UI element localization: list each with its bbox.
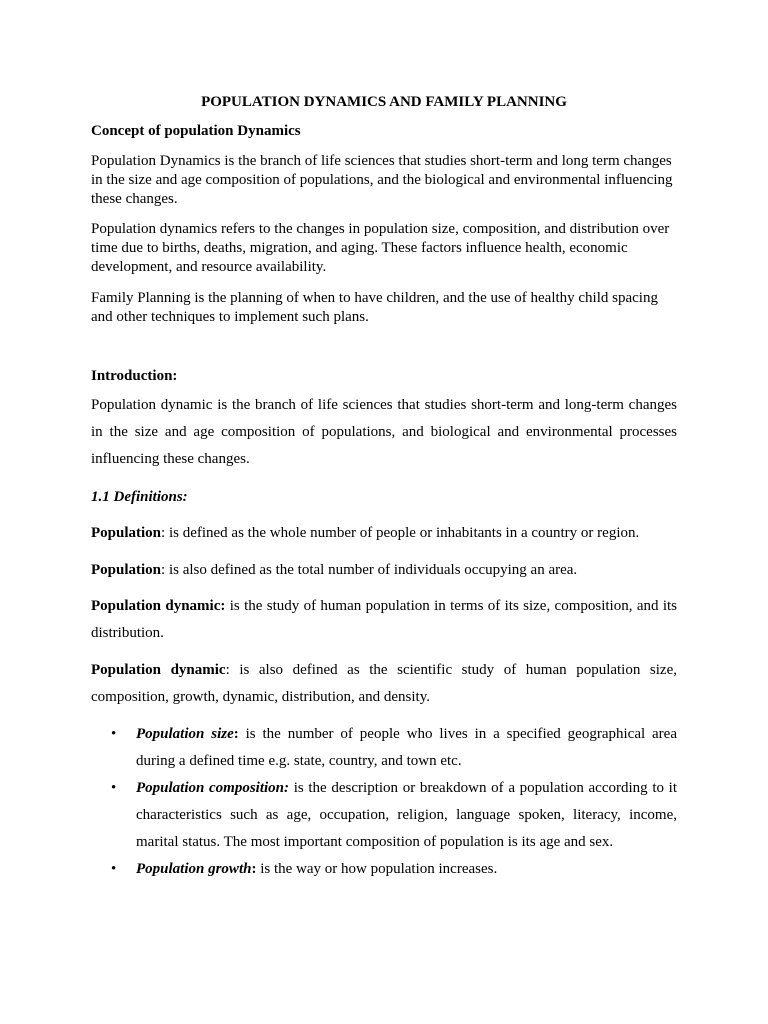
definition-1 bbox=[91, 520, 677, 547]
definition-term: Population bbox=[91, 562, 162, 578]
definition-text: : is defined as the whole number of people or inhabitants in a country or region. bbox=[161, 525, 640, 541]
definitions-bullet-list bbox=[91, 721, 677, 883]
definition-term: Population bbox=[91, 525, 162, 541]
definition-2 bbox=[91, 557, 677, 584]
bullet-text: is the way or how population increases. bbox=[256, 861, 498, 877]
definition-text: is the study of human population in terms of its size, composition, and its distribution. bbox=[91, 598, 677, 641]
definition-term: Population dynamic bbox=[91, 662, 226, 678]
definition-3 bbox=[91, 593, 677, 647]
bullet-icon: • bbox=[111, 780, 117, 796]
bullet-colon: : bbox=[251, 861, 257, 877]
bullet-term: Population size bbox=[136, 726, 234, 742]
list-item bbox=[91, 856, 677, 883]
bullet-text: is the description or breakdown of a population according to it characteristics such as age, occupation, religion, language spoken, literacy, income, marital status. The most important composition of population is its age and sex. bbox=[136, 780, 677, 850]
list-item bbox=[91, 775, 677, 856]
definition-4 bbox=[91, 657, 677, 711]
bullet-colon: : bbox=[233, 726, 239, 742]
introduction-heading: Introduction: bbox=[91, 368, 178, 384]
bullet-term: Population growth bbox=[136, 861, 252, 877]
bullet-term: Population composition: bbox=[136, 780, 290, 796]
bullet-icon: • bbox=[111, 726, 117, 742]
definition-text: : is also defined as the scientific study of human population size, composition, growth, dynamic, distribution, and density. bbox=[91, 662, 677, 705]
introduction-paragraph: Population dynamic is the branch of life sciences that studies short-term and long-term changes in the size and age composition of populations, and biological and environmental processes influencing these changes. bbox=[91, 397, 677, 467]
concept-paragraph-3: Family Planning is the planning of when to have children, and the use of healthy child spacing and other techniques to implement such plans. bbox=[91, 290, 658, 325]
concept-paragraph-1: Population Dynamics is the branch of life sciences that studies short-term and long term changes in the size and age composition of populations, and the biological and environmental influencing these changes. bbox=[91, 153, 673, 207]
bullet-icon: • bbox=[111, 861, 117, 877]
list-item bbox=[91, 721, 677, 775]
concept-heading: Concept of population Dynamics bbox=[91, 123, 301, 139]
document-title: POPULATION DYNAMICS AND FAMILY PLANNING bbox=[201, 94, 567, 110]
definition-text: : is also defined as the total number of individuals occupying an area. bbox=[161, 562, 578, 578]
definitions-heading: 1.1 Definitions: bbox=[91, 489, 188, 505]
bullet-text: is the number of people who lives in a specified geographical area during a defined time e.g. state, country, and town etc. bbox=[136, 726, 677, 769]
concept-paragraph-2: Population dynamics refers to the changes in population size, composition, and distribution over time due to births, deaths, migration, and aging. These factors influence health, economic development, and resource availability. bbox=[91, 221, 670, 275]
definition-term: Population dynamic: bbox=[91, 598, 226, 614]
